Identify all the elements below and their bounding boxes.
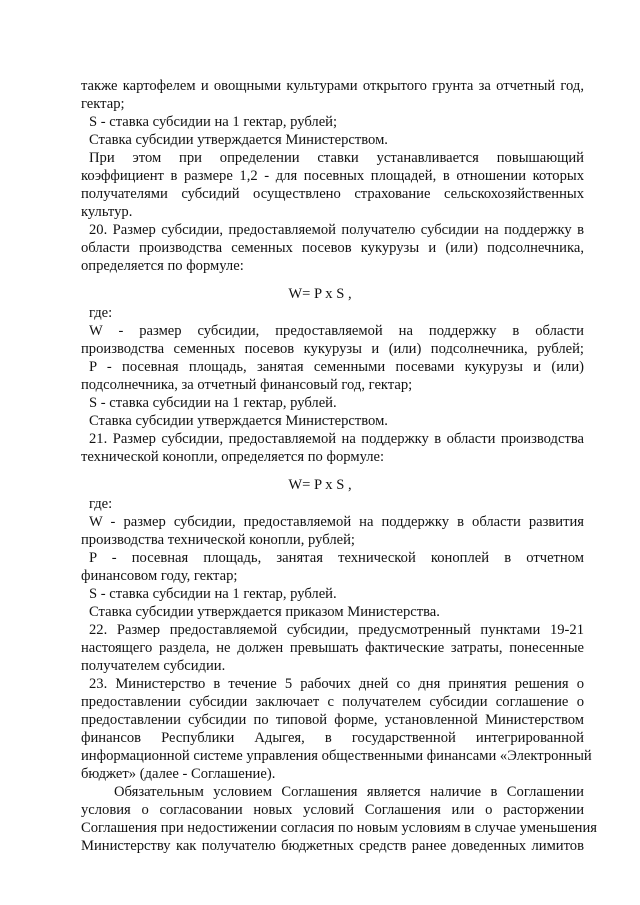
text-line: производства семенных посевов кукурузы и (или) подсолнечника, рублей; [81, 341, 584, 357]
formula: W= P x S , [288, 286, 352, 302]
text-line: P - посевная площадь, занятая технической коноплей в отчетном [89, 550, 584, 566]
text-line: настоящего раздела, не должен превышать фактические затраты, понесенные [81, 640, 584, 656]
text-line: где: [89, 496, 113, 512]
text-line: производства технической конопли, рублей; [81, 532, 355, 548]
text-line: 21. Размер субсидии, предоставляемой на поддержку в области производства [89, 431, 584, 447]
text-line: Министерству как получателю бюджетных средств ранее доведенных лимитов [81, 838, 584, 854]
text-line: 20. Размер субсидии, предоставляемой получателю субсидии на поддержку в [89, 222, 584, 238]
text-line: бюджет» (далее - Соглашение). [81, 766, 276, 782]
text-line: W - размер субсидии, предоставляемой на поддержку в области [89, 323, 584, 339]
text-line: финансовом году, гектар; [81, 568, 238, 584]
text-line: Обязательным условием Соглашения является наличие в Соглашении [114, 784, 584, 800]
text-line: При этом при определении ставки устанавливается повышающий [89, 150, 584, 166]
text-line: предоставлении субсидии по типовой форме, установленной Министерством [81, 712, 584, 728]
text-line: гектар; [81, 96, 125, 112]
text-line: информационной системе управления общественными финансами «Электронный [81, 748, 592, 764]
text-line: 22. Размер предоставляемой субсидии, предусмотренный пунктами 19-21 [89, 622, 584, 638]
text-line: 23. Министерство в течение 5 рабочих дней со дня принятия решения о [89, 676, 584, 692]
text-line: предоставлении субсидии заключает с получателем субсидии соглашение о [81, 694, 584, 710]
text-line: S - ставка субсидии на 1 гектар, рублей. [89, 586, 337, 602]
text-line: Ставка субсидии утверждается приказом Министерства. [89, 604, 440, 620]
text-line: определяется по формуле: [81, 258, 244, 274]
text-line: Соглашения при недостижении согласия по новым условиям в случае уменьшения [81, 820, 597, 836]
text-line: S - ставка субсидии на 1 гектар, рублей. [89, 395, 337, 411]
text-line: условия о согласовании новых условий Соглашения или о расторжении [81, 802, 584, 818]
text-line: финансов Республики Адыгея, в государственной интегрированной [81, 730, 584, 746]
formula: W= P x S , [288, 477, 352, 493]
text-line: S - ставка субсидии на 1 гектар, рублей; [89, 114, 338, 130]
text-line: где: [89, 305, 113, 321]
text-line: Ставка субсидии утверждается Министерством. [89, 132, 388, 148]
text-line: области производства семенных посевов кукурузы и (или) подсолнечника, [81, 240, 584, 256]
text-line: коэффициент в размере 1,2 - для посевных площадей, в отношении которых [81, 168, 584, 184]
text-line: W - размер субсидии, предоставляемой на поддержку в области развития [89, 514, 584, 530]
text-line: подсолнечника, за отчетный финансовый год, гектар; [81, 377, 413, 393]
text-line: получателем субсидии. [81, 658, 226, 674]
text-line: культур. [81, 204, 133, 220]
text-line: технической конопли, определяется по формуле: [81, 449, 385, 465]
text-line: Ставка субсидии утверждается Министерством. [89, 413, 388, 429]
text-line: P - посевная площадь, занятая семенными посевами кукурузы и (или) [89, 359, 584, 375]
text-line: также картофелем и овощными культурами открытого грунта за отчетный год, [81, 78, 584, 94]
text-line: получателями субсидий осуществлено страхование сельскохозяйственных [81, 186, 584, 202]
